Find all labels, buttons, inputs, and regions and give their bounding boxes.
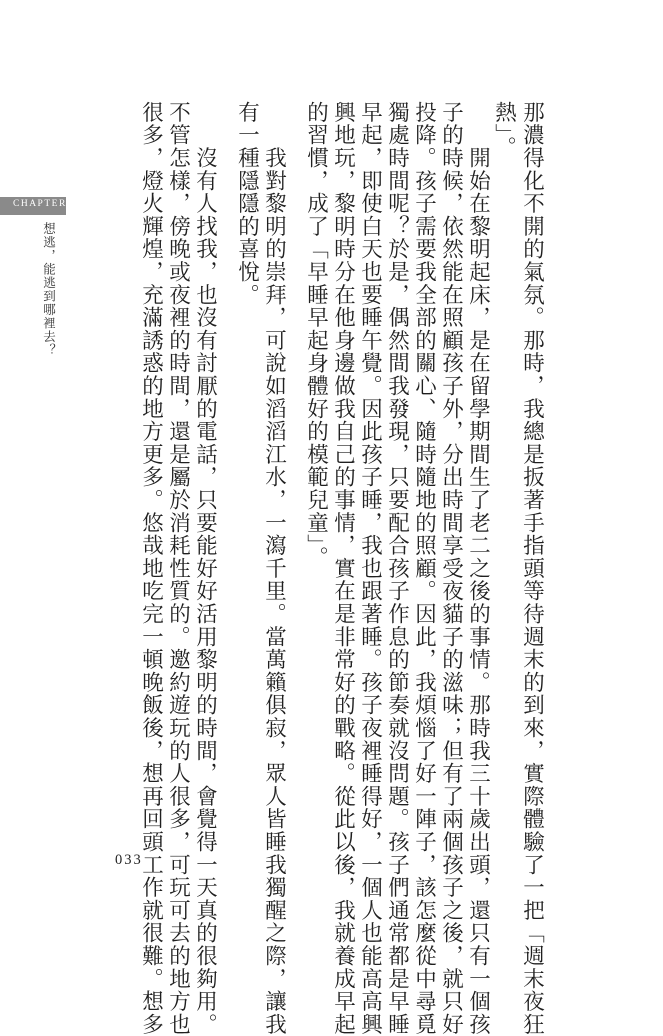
body-text-column-3: 開始在黎明起床，是在留學期間生了老二之後的事情。那時我三十歲出頭，還只有一個孩 [465,101,491,1036]
body-text-column-12: 沒有人找我，也沒有討厭的電話，只要能好好活用黎明的時間，會覺得一天真的很夠用。 [192,101,218,1036]
page-number: 033 [115,852,143,868]
body-text-column-7: 早起，即使白天也要睡午覺。因此孩子睡，我也跟著睡。孩子夜裡睡得好，一個人也能高高興 [357,101,383,1036]
chapter-label: CHAPTER 1 [13,199,77,209]
body-text-column-9: 的習慣，成了「早睡早起身體好的模範兒童」。 [303,101,329,570]
body-text-column-2: 熱」。 [491,101,517,159]
body-text-column-11: 有一種隱隱的喜悅。 [234,101,260,307]
body-text-column-4: 子的時候，依然能在照顧孩子外，分出時間享受夜貓子的滋味；但有了兩個孩子之後，就只好 [438,101,464,1036]
body-text-column-5: 投降。孩子需要我全部的關心、隨時隨地的照顧。因此，我煩惱了好一陣子，該怎麼從中尋覓 [411,101,437,1036]
chapter-title: 想逃，能逃到哪裡去？ [41,222,57,357]
body-text-column-1: 那濃得化不開的氣氛。那時，我總是扳著手指頭等待週末的到來，實際體驗了一把「週末夜狂 [519,101,545,1036]
body-text-column-10: 我對黎明的崇拜，可說如滔滔江水，一瀉千里。當萬籟俱寂，眾人皆睡我獨醒之際，讓我 [261,101,287,1036]
body-text-column-14: 很多，燈火輝煌，充滿誘惑的地方更多。悠哉地吃完一頓晚飯後，想再回頭工作就很難。想多 [138,101,164,1036]
body-text-column-13: 不管怎樣，傍晚或夜裡的時間，還是屬於消耗性質的。邀約遊玩的人很多，可玩可去的地方也 [165,101,191,1036]
body-text-column-6: 獨處時間呢？於是，偶然間我發現，只要配合孩子作息的節奏就沒問題。孩子們通常都是早睡 [384,101,410,1036]
body-text-column-8: 興地玩，黎明時分在他身邊做我自己的事情，實在是非常好的戰略。從此以後，我就養成早起 [330,101,356,1036]
